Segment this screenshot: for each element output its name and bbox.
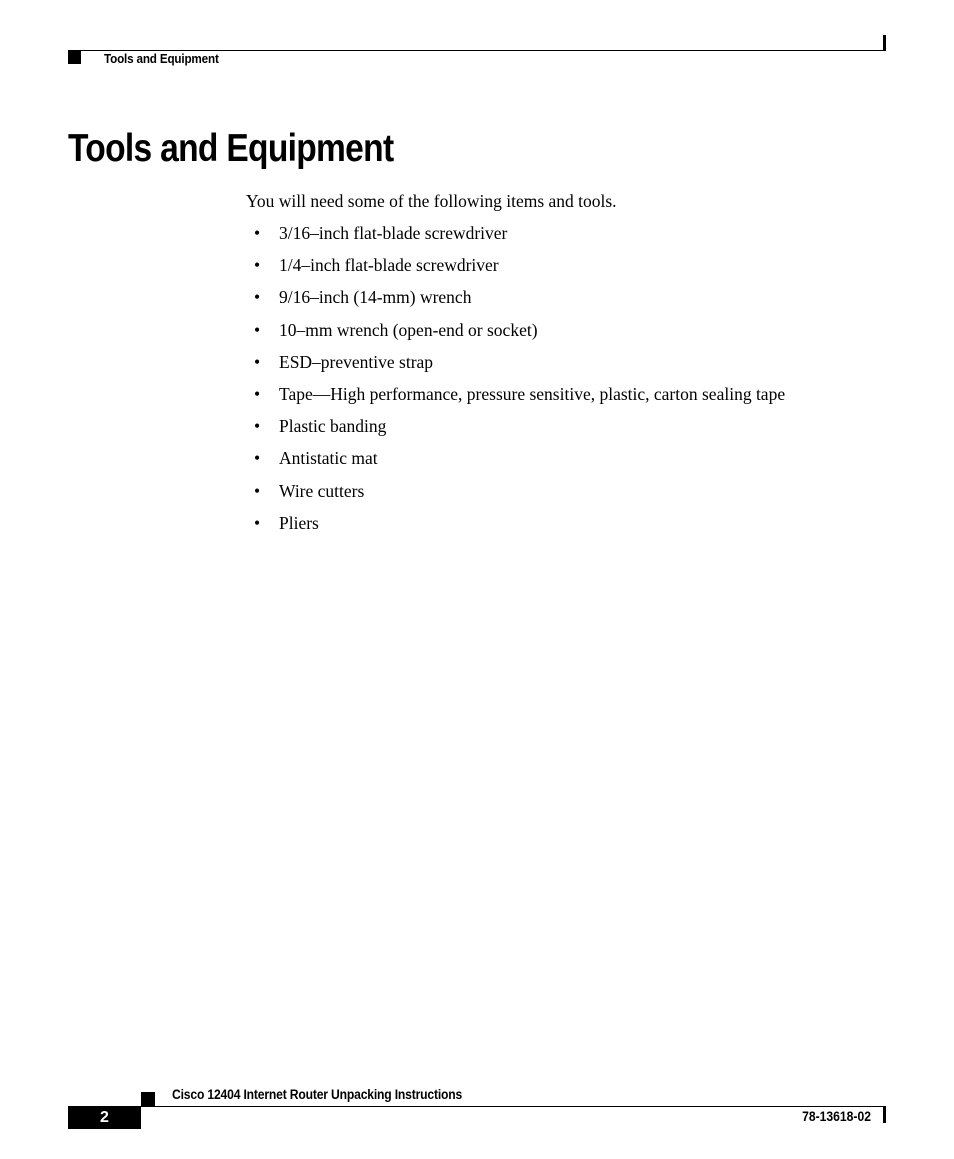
running-head: Tools and Equipment xyxy=(104,51,219,66)
list-item-text: Wire cutters xyxy=(279,480,365,501)
list-item-text: Pliers xyxy=(279,512,319,533)
header-square-marker xyxy=(68,51,81,64)
list-item-text: Plastic banding xyxy=(279,416,387,437)
bullet-icon: • xyxy=(254,416,261,437)
bullet-icon: • xyxy=(254,383,261,404)
intro-paragraph: You will need some of the following items and tools. xyxy=(246,191,617,211)
bullet-icon: • xyxy=(254,448,261,469)
document-number: 78-13618-02 xyxy=(802,1109,871,1124)
bullet-icon: • xyxy=(254,351,261,372)
footer-tick-mark xyxy=(883,1106,886,1123)
footer-document-title: Cisco 12404 Internet Router Unpacking Instructions xyxy=(172,1087,463,1102)
list-item-text: 3/16–inch flat-blade screwdriver xyxy=(279,223,508,243)
header-tick-mark xyxy=(883,35,886,51)
bullet-icon: • xyxy=(254,319,261,340)
bullet-icon: • xyxy=(254,480,261,501)
bullet-icon: • xyxy=(254,255,261,276)
bullet-icon: • xyxy=(254,287,261,308)
footer-square-marker xyxy=(141,1092,155,1106)
list-item-text: Tape—High performance, pressure sensitive, plastic, carton sealing tape xyxy=(279,383,786,404)
bullet-icon: • xyxy=(254,512,261,533)
footer-rule xyxy=(141,1106,886,1107)
list-item-text: ESD–preventive strap xyxy=(279,351,434,372)
list-item-text: Antistatic mat xyxy=(279,448,378,469)
list-item-text: 9/16–inch (14-mm) wrench xyxy=(279,287,472,308)
page-number: 2 xyxy=(68,1106,141,1129)
page-title: Tools and Equipment xyxy=(68,127,394,170)
list-item-text: 10–mm wrench (open-end or socket) xyxy=(279,319,538,340)
list-item-text: 1/4–inch flat-blade screwdriver xyxy=(279,255,499,276)
bullet-icon: • xyxy=(254,223,261,243)
